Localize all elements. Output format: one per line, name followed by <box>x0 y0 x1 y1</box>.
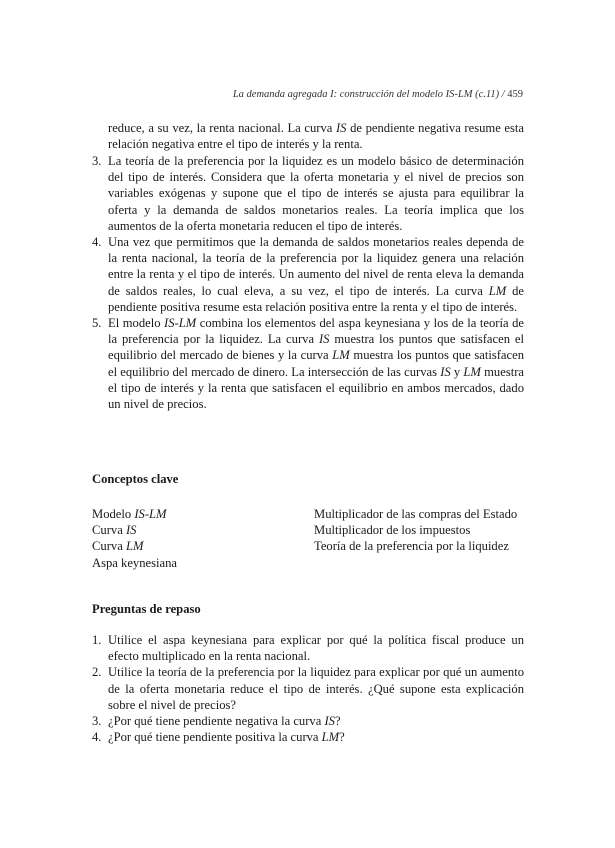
key-concept-item: Curva IS <box>92 523 137 538</box>
summary-continuation: reduce, a su vez, la renta nacional. La curva IS de pendiente negativa resume esta relación negativa entre el tipo de interés y la renta. <box>108 121 524 152</box>
summary-list <box>92 153 524 412</box>
key-concept-item: Multiplicador de las compras del Estado <box>314 507 518 521</box>
key-concept-item: Aspa keynesiana <box>92 555 177 570</box>
summary-item <box>92 153 524 234</box>
running-head-title: La demanda agregada I: construcción del modelo IS-LM <box>232 89 473 100</box>
running-head <box>233 89 523 100</box>
review-question-number: 3. <box>92 714 102 729</box>
summary-item-text: La teoría de la preferencia por la liquidez es un modelo básico de determinación del tipo de interés. Considera que la oferta monetaria y el nivel de precios son variables exógenas y supone que el tipo de interés se ajusta para equilibrar la oferta y la demanda de saldos monetarios reales. La teoría implica que los aumentos de la oferta monetaria reducen el tipo de interés. <box>108 154 524 233</box>
key-concept-item: Modelo IS-LM <box>92 507 167 521</box>
key-concepts-right-column <box>314 506 534 555</box>
review-question-text: Utilice el aspa keynesiana para explicar por qué la política fiscal produce un efecto multiplicado en la renta nacional. <box>108 633 524 664</box>
summary-item-number: 5. <box>92 316 102 331</box>
review-question-item <box>92 664 524 713</box>
review-question-number: 4. <box>92 730 102 745</box>
summary-item <box>92 315 524 412</box>
key-concept-item: Curva LM <box>92 539 144 554</box>
key-concepts-left-column <box>92 506 292 571</box>
running-head-chapter: (c.11) <box>475 89 500 100</box>
review-question-item <box>92 632 524 664</box>
key-concepts-heading: Conceptos clave <box>92 472 179 486</box>
review-questions-list <box>92 632 524 745</box>
key-concept-item: Multiplicador de los impuestos <box>314 523 471 538</box>
summary-item-text: Una vez que permitimos que la demanda de saldos monetarios reales dependa de la renta nacional, la teoría de la preferencia por la liquidez genera una relación entre la renta y el tipo de interés. Un aumento del nivel de renta eleva la demanda de saldos reales, lo cual eleva, a su vez, el tipo de interés. La curva LM de pendiente positiva resume esta relación positiva entre la renta y el tipo de interés. <box>108 235 524 314</box>
summary-item <box>92 234 524 315</box>
review-question-text: ¿Por qué tiene pendiente positiva la curva LM? <box>108 730 345 745</box>
summary-item-text: El modelo IS-LM combina los elementos del aspa keynesiana y los de la teoría de la preferencia por la liquidez. La curva IS muestra los puntos que satisfacen el equilibrio del mercado de bienes y la curva LM muestra los puntos que satisfacen el equilibrio del mercado de dinero. La intersección de las curvas IS y LM muestra el tipo de interés y la renta que satisfacen el equilibrio en ambos mercados, dado un nivel de precios. <box>108 316 525 412</box>
review-question-number: 1. <box>92 633 102 647</box>
summary-item-number: 4. <box>92 235 102 250</box>
summary-item-number: 3. <box>92 154 102 168</box>
review-questions-heading: Preguntas de repaso <box>92 602 201 616</box>
review-question-item <box>92 713 524 729</box>
key-concept-item: Teoría de la preferencia por la liquidez <box>314 539 509 554</box>
running-head-separator: / <box>501 89 505 100</box>
review-question-number: 2. <box>92 665 102 680</box>
page-number: 459 <box>507 89 523 100</box>
review-question-text: ¿Por qué tiene pendiente negativa la curva IS? <box>108 714 341 729</box>
review-question-item <box>92 729 524 745</box>
review-question-text: Utilice la teoría de la preferencia por la liquidez para explicar por qué un aumento de la oferta monetaria reduce el tipo de interés. ¿Qué supone esta explicación sobre el nivel de precios? <box>108 665 524 712</box>
